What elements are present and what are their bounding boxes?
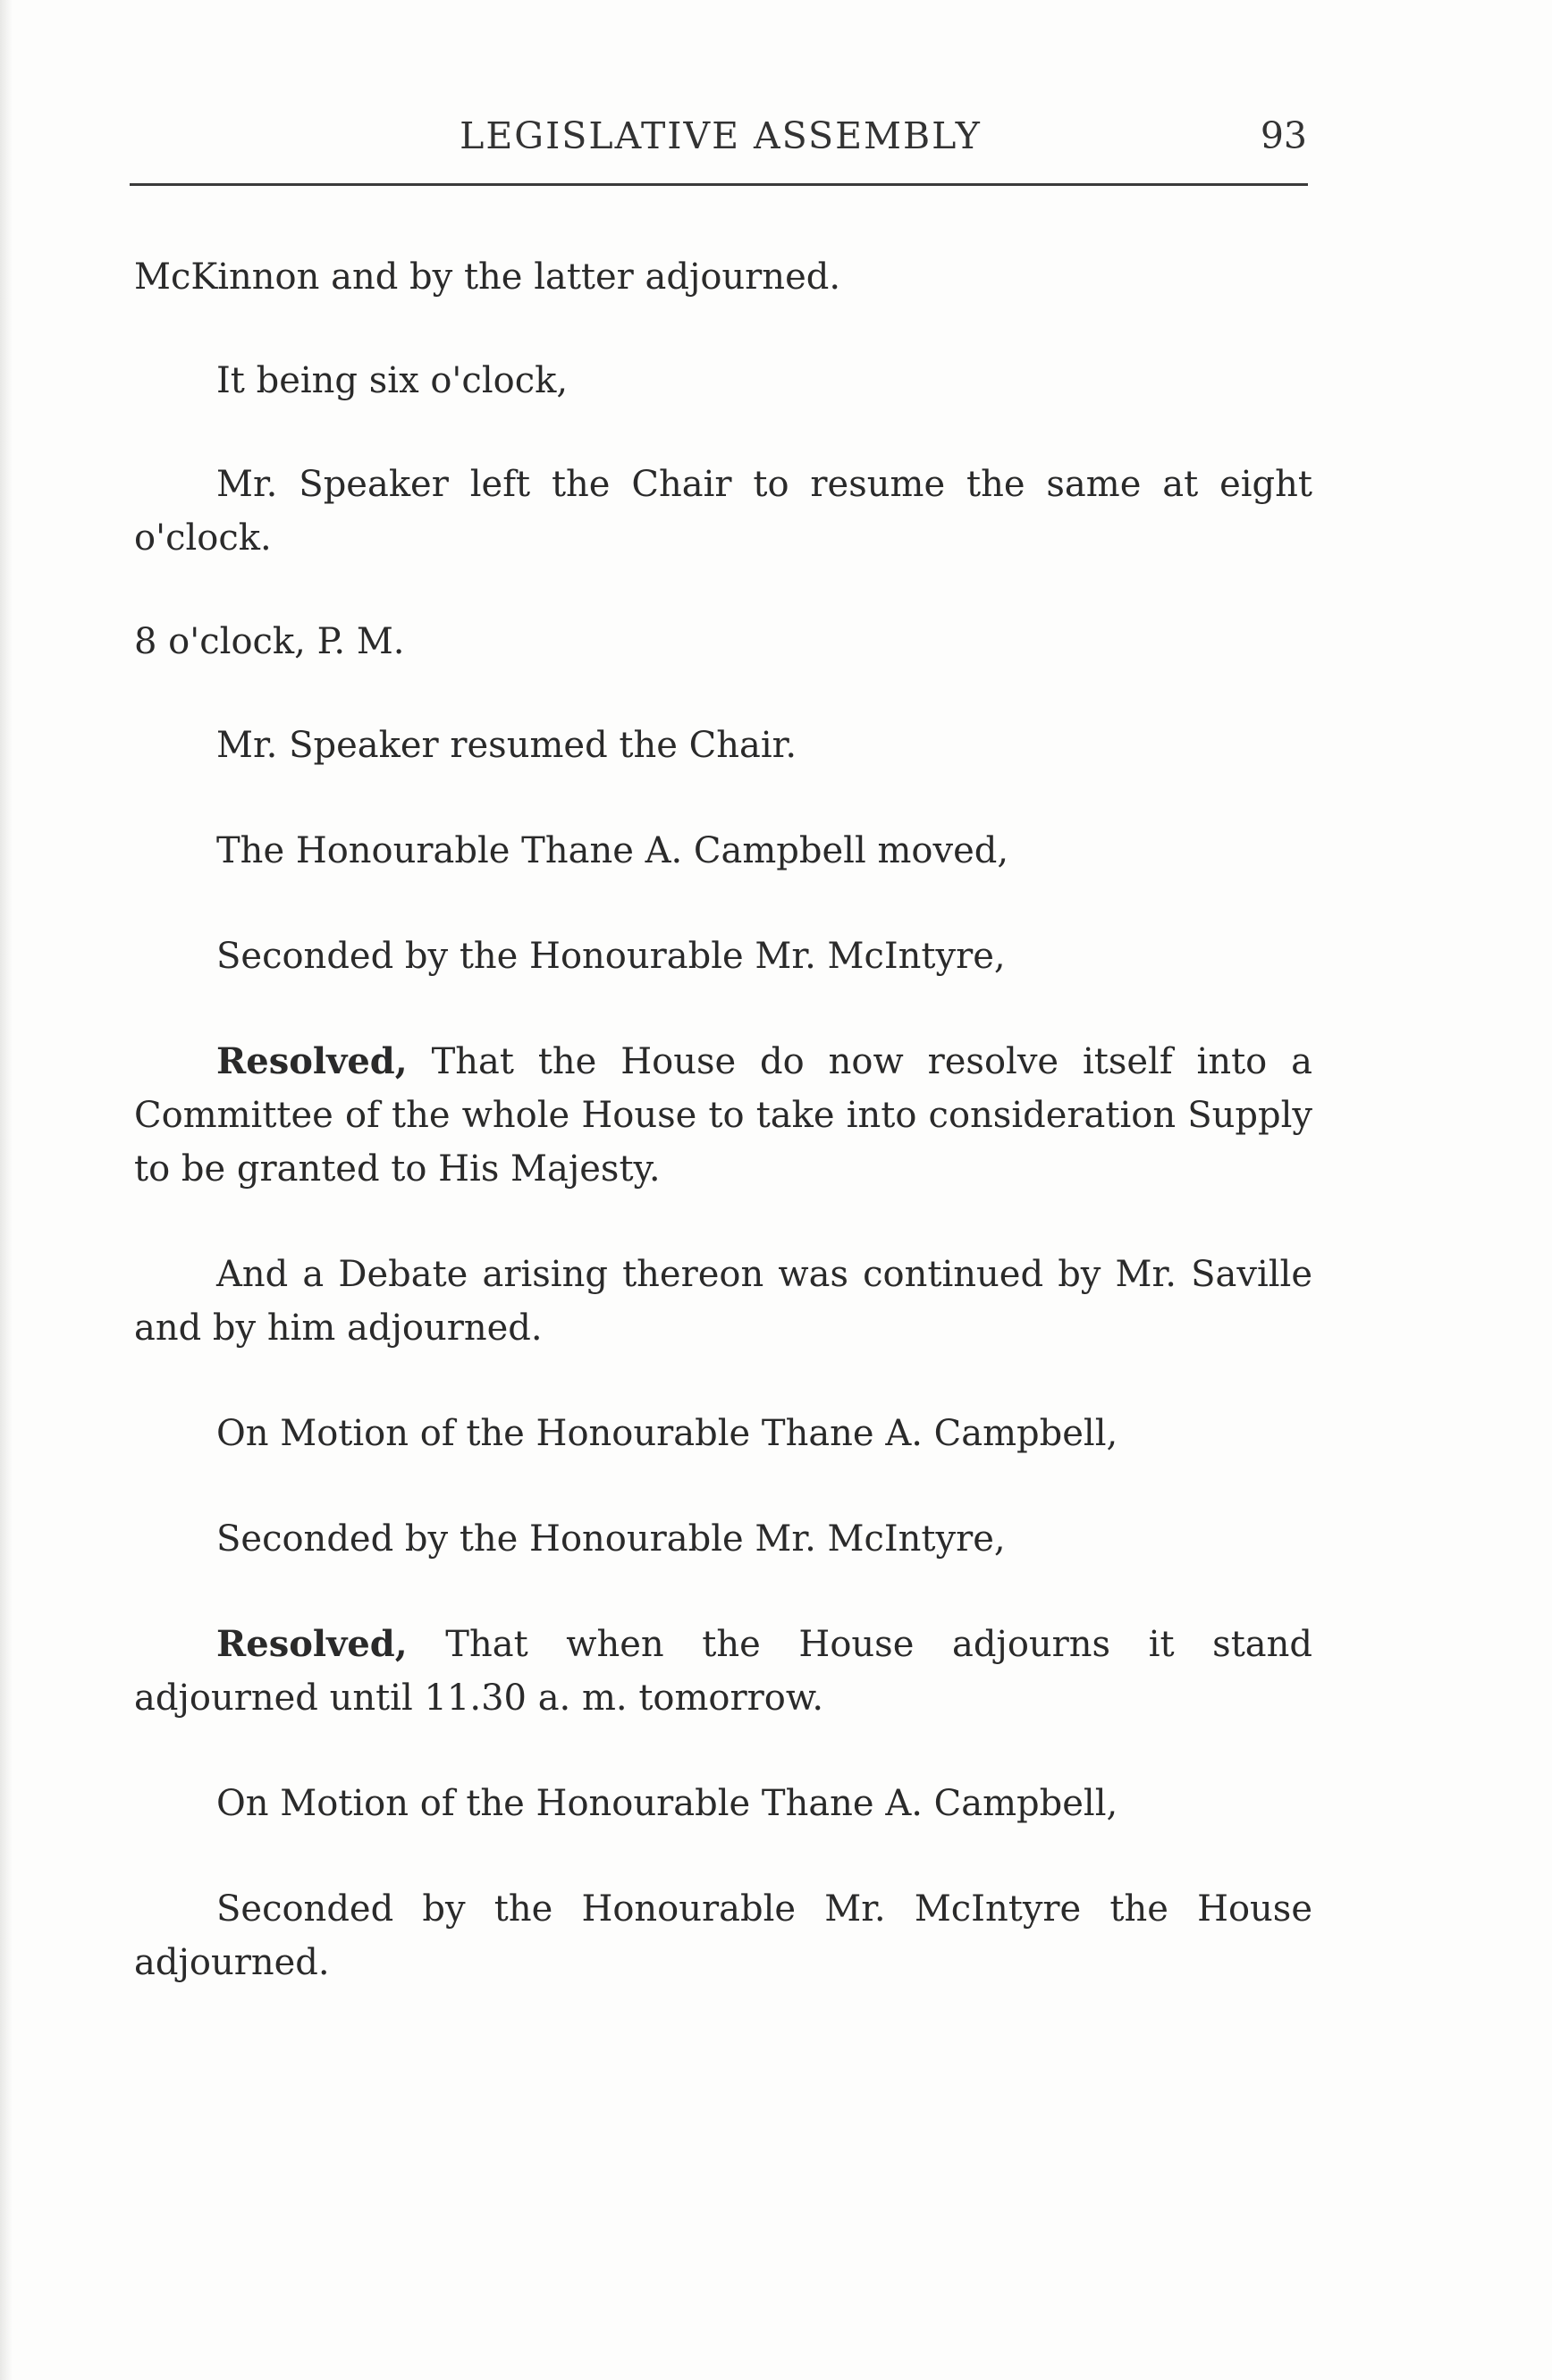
page-edge-shadow <box>0 0 13 2380</box>
paragraph-motion: On Motion of the Honourable Thane A. Campbell, <box>216 1413 1118 1454</box>
paragraph-resolved-supply <box>134 1035 1312 1196</box>
paragraph-line: o'clock. <box>134 517 272 559</box>
header-rule <box>130 183 1308 186</box>
paragraph-line: Seconded by the Honourable Mr. McIntyre the House <box>216 1888 1312 1930</box>
running-title: LEGISLATIVE ASSEMBLY <box>460 114 982 157</box>
paragraph-motion: On Motion of the Honourable Thane A. Campbell, <box>216 1783 1118 1824</box>
paragraph-house-adjourned <box>134 1882 1312 1989</box>
resolved-text: That when the House adjourns it stand adjourned until 11.30 a. m. tomorrow. <box>134 1624 1312 1719</box>
time-heading: 8 o'clock, P. M. <box>134 621 405 662</box>
paragraph-line: adjourned. <box>134 1942 330 1983</box>
paragraph-seconded: Seconded by the Honourable Mr. McIntyre, <box>216 1518 1006 1560</box>
paragraph-line: Mr. Speaker left the Chair to resume the same at eight <box>216 464 1312 505</box>
resolved-label: Resolved, <box>216 1040 408 1082</box>
paragraph-seconded: Seconded by the Honourable Mr. McIntyre, <box>216 936 1006 977</box>
paragraph-six-oclock: It being six o'clock, <box>216 360 569 401</box>
resolved-text: That the House do now resolve itself into a Committee of the whole House to take into consideration Supply to be granted to His Majesty. <box>134 1041 1312 1190</box>
paragraph-speaker-left <box>134 458 1312 565</box>
paragraph-debate: And a Debate arising thereon was continued by Mr. Saville and by him adjourned. <box>134 1254 1312 1349</box>
resolved-label: Resolved, <box>216 1623 408 1665</box>
body-text <box>134 250 1312 1989</box>
page-number: 93 <box>1260 114 1307 157</box>
paragraph-resolved-adjourn <box>134 1618 1312 1725</box>
paragraph-speaker-resumed: Mr. Speaker resumed the Chair. <box>216 725 797 766</box>
paragraph-motion-moved: The Honourable Thane A. Campbell moved, <box>216 830 1009 871</box>
paragraph-continuation: McKinnon and by the latter adjourned. <box>134 257 841 298</box>
running-head <box>134 114 1307 168</box>
